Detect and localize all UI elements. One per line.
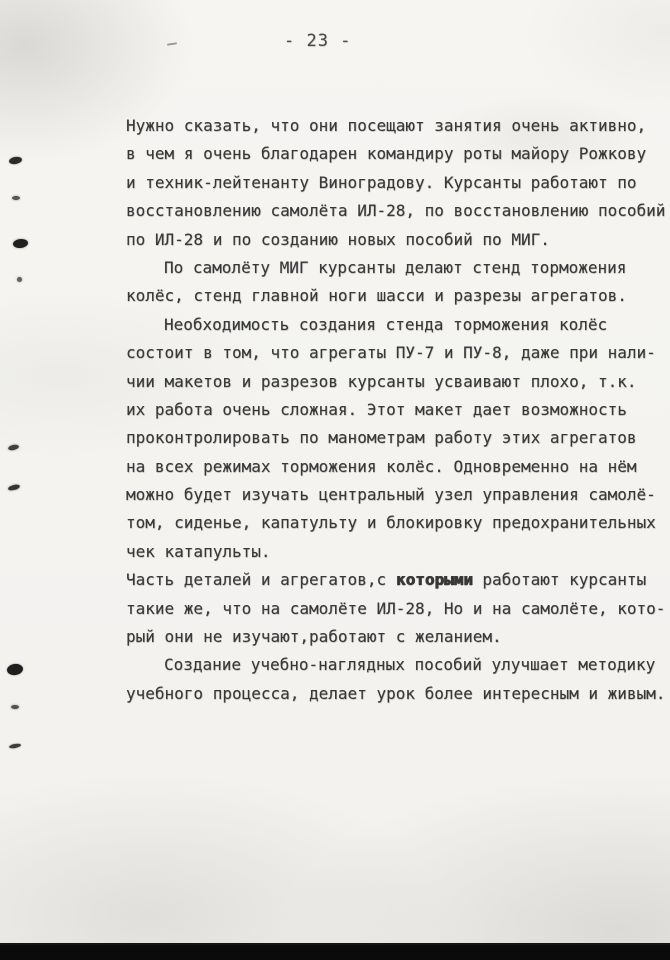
- text-line: [126, 197, 670, 225]
- text-line: [126, 509, 670, 537]
- text-segment: работают курсанты: [472, 570, 647, 590]
- text-segment: состоит в том, что агрегаты ПУ-7 и ПУ-8, даже при нали-: [126, 343, 656, 363]
- text-line: [126, 112, 670, 140]
- typewritten-text-block: [126, 112, 670, 708]
- scanner-black-band: [0, 943, 670, 960]
- text-line: [126, 623, 670, 651]
- text-segment: в чем я очень благодарен командиру роты майору Рожкову: [126, 144, 647, 164]
- text-line: [126, 538, 670, 566]
- text-line: [126, 595, 670, 623]
- text-line: [126, 226, 670, 254]
- ink-smudge: [8, 156, 22, 165]
- text-segment: такие же, что на самолёте ИЛ-28, Но и на самолёте, кото-: [126, 598, 666, 618]
- text-segment: восстановлению самолёта ИЛ-28, по восстановлению пособий: [126, 201, 666, 221]
- text-line: [126, 481, 670, 509]
- text-segment: Создание учебно-наглядных пособий улучшает методику: [164, 655, 656, 675]
- text-segment: и техник-лейтенанту Виноградову. Курсанты работают по: [126, 172, 637, 192]
- text-segment: том, сиденье, капатульту и блокировку предохранительных: [126, 513, 656, 533]
- text-line: [126, 140, 670, 168]
- text-segment: Часть деталей и агрегатов,с: [126, 570, 396, 590]
- ink-smudge: [17, 277, 22, 282]
- text-line: [126, 169, 670, 197]
- text-line: [126, 282, 670, 310]
- text-segment: колёс, стенд главной ноги шасси и разрезы агрегатов.: [126, 286, 627, 306]
- text-line: [126, 311, 670, 339]
- text-line: [126, 680, 670, 708]
- text-line: [126, 453, 670, 481]
- ink-smudge: [8, 484, 21, 492]
- text-line: [126, 424, 670, 452]
- ink-smudge: [11, 705, 19, 709]
- text-segment: рый они не изучают,работают с желанием.: [126, 627, 502, 647]
- ink-smudge: [12, 196, 20, 200]
- text-line: [126, 339, 670, 367]
- text-line: [126, 396, 670, 424]
- text-segment: на всех режимах торможения колёс. Одновременно на нём: [126, 456, 637, 476]
- text-segment: можно будет изучать центральный узел управления самолё-: [126, 485, 656, 505]
- emphasized-word: которыми: [395, 570, 473, 590]
- text-line: [126, 651, 670, 679]
- text-segment: По самолёту МИГ курсанты делают стенд торможения: [164, 257, 627, 277]
- ink-smudge: [13, 238, 29, 249]
- text-segment: учебного процесса, делает урок более интересным и живым.: [126, 683, 666, 703]
- text-segment: чии макетов и разрезов курсанты усваивают плохо, т.к.: [126, 371, 637, 391]
- ink-smudge: [6, 663, 23, 676]
- page-number: - 23 -: [284, 31, 352, 51]
- text-segment: их работа очень сложная. Этот макет дает возможность: [126, 399, 627, 419]
- text-segment: Нужно сказать, что они посещают занятия очень активно,: [126, 116, 647, 135]
- text-segment: чек катапульты.: [126, 541, 271, 561]
- pencil-mark: [167, 42, 177, 45]
- ink-smudge: [9, 743, 22, 749]
- text-segment: Необходимость создания стенда торможения колёс: [164, 314, 608, 334]
- text-line: [126, 254, 670, 282]
- text-line: [126, 566, 670, 594]
- text-segment: проконтролировать по манометрам работу этих агрегатов: [126, 428, 637, 448]
- ink-smudge: [8, 444, 20, 451]
- text-segment: по ИЛ-28 и по созданию новых пособий по МИГ.: [126, 229, 550, 249]
- text-line: [126, 368, 670, 396]
